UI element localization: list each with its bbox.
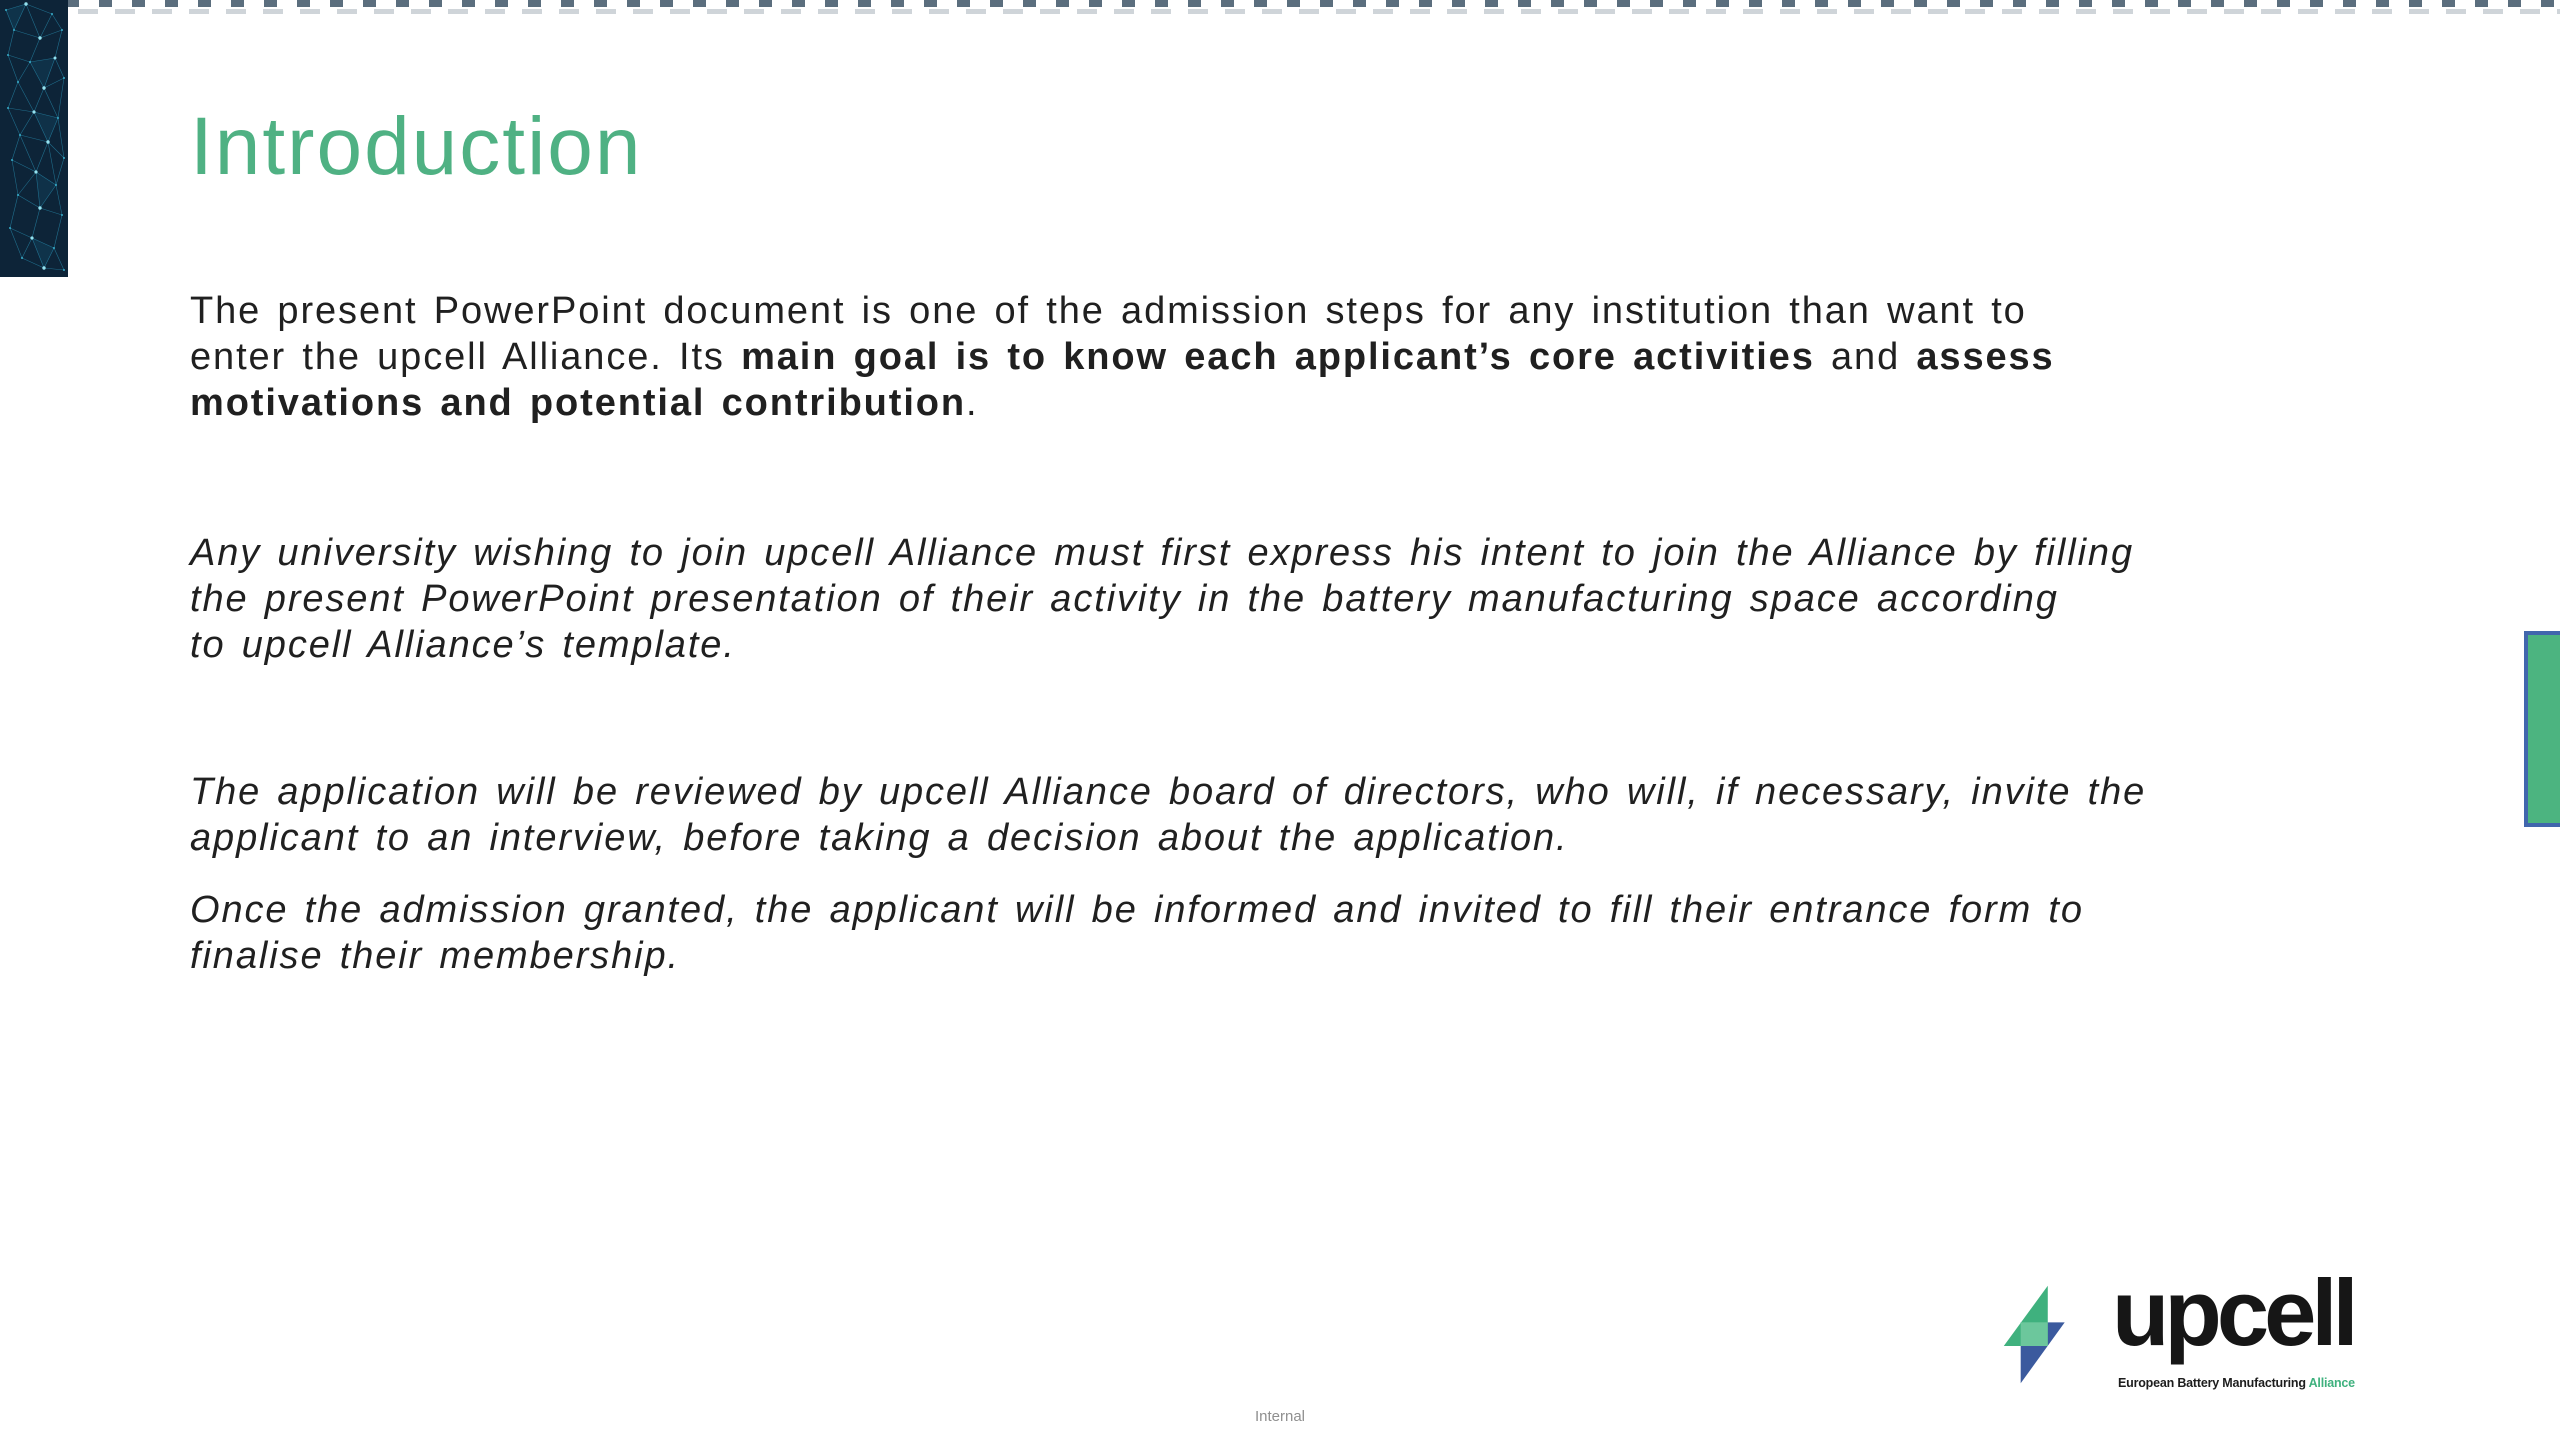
page-title: Introduction xyxy=(190,101,643,192)
tagline-main: European Battery Manufacturing xyxy=(2118,1376,2309,1390)
body-text xyxy=(190,288,2146,979)
upcell-logo-mark-icon xyxy=(1997,1262,2085,1407)
intro-purpose: The present PowerPoint document is one of the admission steps for any institution than want to enter the upcell Alliance. Its main goal is to know each applicant’s core activities and assess motivations and potential contribution. xyxy=(190,290,2055,424)
review-process: The application will be reviewed by upcell Alliance board of directors, who will, if necessary, invite the applicant to an interview, before taking a decision about the application. xyxy=(190,771,2147,859)
upcell-wordmark: upcell xyxy=(2112,1260,2354,1365)
application-instructions: Any university wishing to join upcell Alliance must first express his intent to join the Alliance by filling the present PowerPoint presentation of their activity in the battery manufacturing space according to upcell Alliance’s template. xyxy=(190,532,2134,666)
logo-tagline xyxy=(2118,1376,2355,1390)
tiled-watermark-pattern xyxy=(0,0,2560,16)
admission-outcome: Once the admission granted, the applicant will be informed and invited to fill their entrance form to finalise their membership. xyxy=(190,889,2084,977)
green-edge-tab xyxy=(2524,631,2560,827)
tagline-accent: Alliance xyxy=(2308,1376,2355,1390)
classification-marking: Internal xyxy=(1254,1408,1306,1425)
network-plexus-image xyxy=(0,0,68,277)
